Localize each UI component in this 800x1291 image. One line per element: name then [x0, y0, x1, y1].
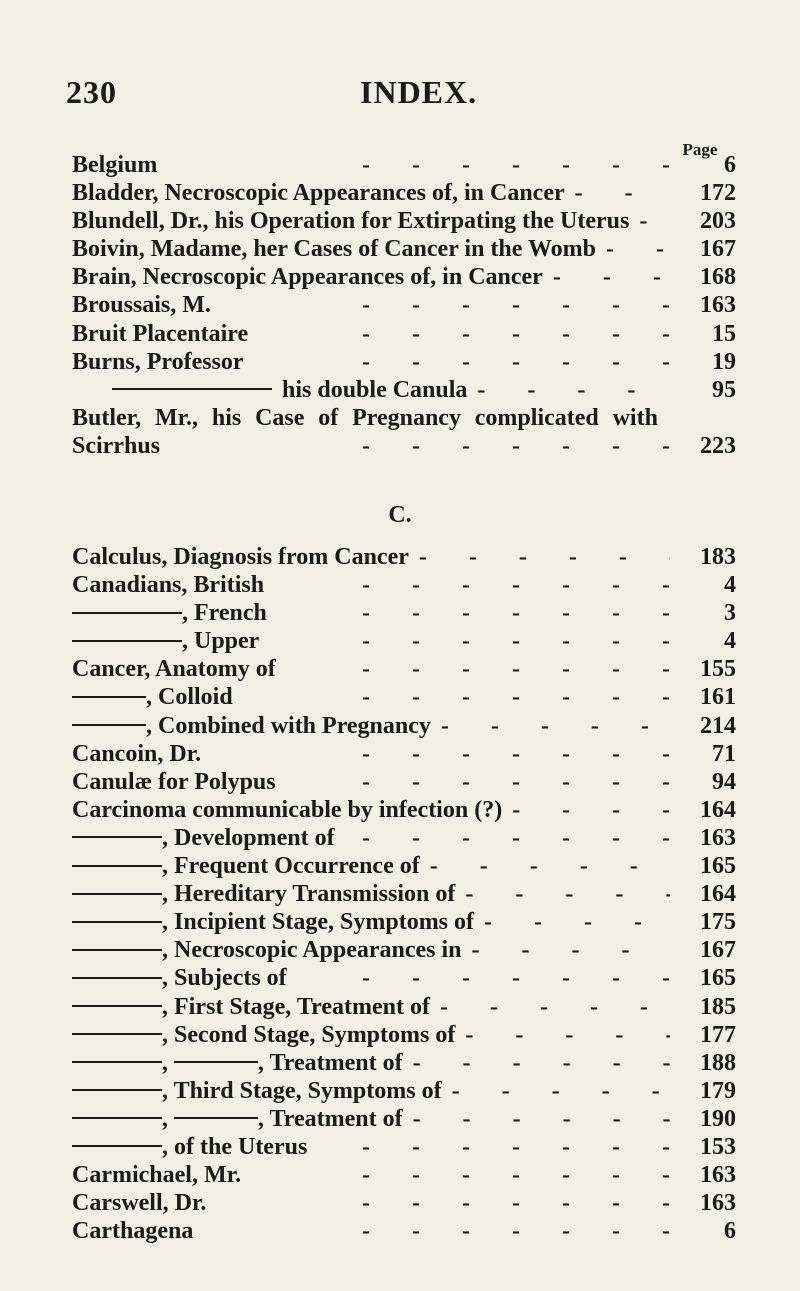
entry-text: Brain, Necroscopic Appearances of, in Cancer — [72, 264, 543, 291]
index-section-b — [72, 152, 736, 461]
leader-dashes — [431, 713, 670, 740]
leader-dashes — [206, 1190, 670, 1217]
entry-page: 4 — [724, 572, 736, 599]
page-column-label: Page — [682, 140, 718, 159]
entry-page: 214 — [700, 712, 736, 739]
entry-text: Cancoin, Dr. — [72, 740, 202, 767]
ditto-rule — [72, 696, 146, 698]
entry-text: , Hereditary Transmission of — [162, 881, 456, 908]
section-heading-c: C. — [388, 502, 412, 528]
ditto-rule — [72, 1089, 162, 1091]
ditto-rule — [72, 1061, 162, 1063]
entry-page: 3 — [724, 600, 736, 627]
entry-page: 177 — [700, 1021, 736, 1048]
ditto-rule — [72, 977, 162, 979]
entry-word: Mr., — [154, 404, 199, 431]
ditto-rule — [174, 1061, 258, 1063]
entry-text: , of the Uterus — [162, 1133, 308, 1160]
entry-page: 164 — [700, 796, 736, 823]
ditto-rule — [72, 865, 162, 867]
entry-text: Bladder, Necroscopic Appearances of, in Cancer — [72, 180, 565, 207]
entry-text: , First Stage, Treatment of — [162, 993, 430, 1020]
entry-text: Carcinoma communicable by infection (?) — [72, 796, 503, 823]
entry-page: 164 — [700, 881, 736, 908]
ditto-rule — [112, 388, 272, 390]
ditto-rule — [72, 949, 162, 951]
leader-dashes — [403, 1106, 670, 1133]
index-entry — [72, 1022, 736, 1050]
leader-dashes — [455, 1022, 670, 1049]
entry-page: 4 — [724, 628, 736, 655]
index-entry — [72, 264, 736, 292]
entry-word: Butler, — [72, 404, 142, 431]
leader-dashes — [264, 572, 670, 599]
entry-page: 168 — [700, 264, 736, 291]
entry-word: his — [211, 404, 242, 431]
entry-word: Pregnancy — [352, 404, 461, 431]
page-number: 230 — [66, 74, 117, 110]
entry-text: , Colloid — [146, 684, 233, 711]
entry-text: , Treatment of — [258, 1049, 403, 1076]
index-entry — [72, 965, 736, 993]
index-entry — [72, 853, 736, 881]
entry-page: 71 — [712, 740, 736, 767]
entry-text: Broussais, M. — [72, 292, 211, 319]
entry-page: 188 — [700, 1049, 736, 1076]
leader-dashes — [259, 628, 670, 655]
entry-word: with — [612, 404, 658, 431]
entry-text: , Development of — [162, 824, 335, 851]
index-entry — [72, 628, 736, 656]
entry-text: Bruit Placentaire — [72, 320, 249, 347]
running-title: INDEX. — [360, 74, 478, 110]
index-entry — [72, 292, 736, 320]
entry-page: 185 — [700, 993, 736, 1020]
entry-text: Boivin, Madame, her Cases of Cancer in the Womb — [72, 236, 597, 263]
entry-text: Carthagena — [72, 1218, 194, 1245]
index-entry — [72, 180, 736, 208]
index-entry — [72, 741, 736, 769]
ditto-rule — [72, 921, 162, 923]
entry-word: of — [318, 404, 339, 431]
entry-text: , Upper — [182, 628, 260, 655]
ditto-rule — [72, 893, 162, 895]
index-entry — [72, 797, 736, 825]
leader-dashes — [267, 600, 670, 627]
index-entry — [72, 321, 736, 349]
index-entry — [72, 994, 736, 1022]
leader-dashes — [462, 937, 670, 964]
leader-dashes — [244, 349, 670, 376]
entry-text: , Third Stage, Symptoms of — [162, 1077, 442, 1104]
index-entry — [72, 152, 736, 180]
ditto-rule — [72, 1145, 162, 1147]
entry-page: 163 — [700, 824, 736, 851]
leader-dashes — [409, 544, 670, 571]
entry-text: Belgium — [72, 152, 158, 178]
entry-text: Canadians, British — [72, 572, 265, 599]
ditto-rule — [72, 1117, 162, 1119]
leader-dashes — [565, 180, 670, 207]
index-entry — [72, 600, 736, 628]
ditto-rule — [174, 1117, 258, 1119]
entry-page: 179 — [700, 1077, 736, 1104]
leader-dashes — [467, 377, 670, 404]
entry-word: Case — [255, 404, 305, 431]
leader-dashes — [233, 684, 670, 711]
entry-text: , French — [182, 600, 267, 627]
ditto-rule — [72, 1033, 162, 1035]
entry-page: 175 — [700, 909, 736, 936]
ditto-rule — [72, 836, 162, 838]
leader-dashes — [596, 236, 670, 263]
leader-dashes — [335, 825, 670, 852]
entry-page: 203 — [700, 208, 736, 235]
index-entry — [72, 937, 736, 965]
page-header — [66, 74, 746, 114]
index-section-c — [72, 544, 736, 1246]
leader-dashes — [629, 208, 670, 235]
index-entry: , , Treatment of - 188 — [72, 1050, 736, 1078]
entry-page: 190 — [700, 1105, 736, 1132]
entry-page: 163 — [700, 1190, 736, 1217]
entry-text: Cancer, Anatomy of — [72, 656, 276, 683]
ditto-rule — [72, 724, 146, 726]
entry-page: 183 — [700, 544, 736, 570]
entry-page: 6 — [724, 152, 736, 178]
entry-text: Canulæ for Polypus — [72, 768, 276, 795]
index-entry — [72, 684, 736, 712]
entry-word: complicated — [474, 404, 599, 431]
entry-page: 94 — [712, 768, 736, 795]
entry-text: , Treatment of — [258, 1105, 403, 1132]
entry-page: 163 — [700, 1162, 736, 1189]
index-entry — [72, 377, 736, 405]
entry-page: 153 — [700, 1133, 736, 1160]
entry-page: 223 — [700, 432, 736, 459]
index-entry — [72, 909, 736, 937]
entry-page: 163 — [700, 292, 736, 319]
leader-dashes — [276, 769, 670, 796]
leader-dashes — [241, 1162, 670, 1189]
leader-dashes — [287, 965, 670, 992]
leader-dashes — [420, 853, 670, 880]
index-entry — [72, 825, 736, 853]
entry-page: 19 — [712, 348, 736, 375]
leader-dashes — [502, 797, 670, 824]
entry-text: , Subjects of — [162, 965, 287, 992]
index-entry — [72, 1218, 736, 1246]
entry-text: , Necroscopic Appearances in — [162, 937, 462, 964]
entry-text: Calculus, Diagnosis from Cancer — [72, 544, 409, 570]
leader-dashes — [160, 433, 670, 460]
leader-dashes — [430, 994, 670, 1021]
leader-dashes — [193, 1218, 670, 1245]
index-entry: , , Treatment of - 190 — [72, 1106, 736, 1134]
entry-page: 165 — [700, 965, 736, 992]
ditto-rule — [72, 1005, 162, 1007]
entry-text: , Second Stage, Symptoms of — [162, 1021, 456, 1048]
ditto-rule — [72, 612, 182, 614]
leader-dashes — [442, 1078, 670, 1105]
index-entry — [72, 713, 736, 741]
index-entry — [72, 572, 736, 600]
leader-dashes — [201, 741, 670, 768]
entry-page: 172 — [700, 180, 736, 207]
index-entry — [72, 1190, 736, 1218]
entry-text: Carmichael, Mr. — [72, 1162, 242, 1189]
entry-page: 165 — [700, 853, 736, 880]
entry-text: , Incipient Stage, Symptoms of — [162, 909, 475, 936]
leader-dashes — [276, 656, 670, 683]
index-entry — [72, 544, 736, 572]
entry-text: his double Canula — [282, 376, 468, 403]
entry-page: 161 — [700, 684, 736, 711]
index-entry — [72, 1078, 736, 1106]
index-entry — [72, 656, 736, 684]
entry-page: 6 — [724, 1218, 736, 1245]
leader-dashes — [543, 264, 670, 291]
leader-dashes — [157, 152, 670, 179]
index-entry — [72, 236, 736, 264]
entry-text: Blundell, Dr., his Operation for Extirpating the Uterus — [72, 208, 630, 235]
leader-dashes — [307, 1134, 670, 1161]
leader-dashes — [474, 909, 670, 936]
entry-text: , Frequent Occurrence of — [162, 853, 420, 880]
index-entry — [72, 349, 736, 377]
index-entry — [72, 405, 658, 433]
index-entry — [72, 1162, 736, 1190]
entry-page: 95 — [712, 376, 736, 403]
leader-dashes — [248, 321, 670, 348]
index-entry — [72, 769, 736, 797]
leader-dashes — [403, 1050, 670, 1077]
entry-text: Burns, Professor — [72, 348, 244, 375]
entry-text: Scirrhus — [72, 432, 161, 459]
index-entry — [72, 1134, 736, 1162]
entry-page: 167 — [700, 236, 736, 263]
index-entry — [72, 881, 736, 909]
index-entry — [72, 208, 736, 236]
entry-page: 167 — [700, 937, 736, 964]
leader-dashes — [211, 292, 670, 319]
entry-text: Carswell, Dr. — [72, 1190, 207, 1217]
entry-text: , Combined with Pregnancy — [146, 712, 431, 739]
index-entry — [72, 433, 736, 461]
ditto-rule — [72, 640, 182, 642]
entry-page: 155 — [700, 656, 736, 683]
entry-page: 15 — [712, 320, 736, 347]
leader-dashes — [455, 881, 670, 908]
